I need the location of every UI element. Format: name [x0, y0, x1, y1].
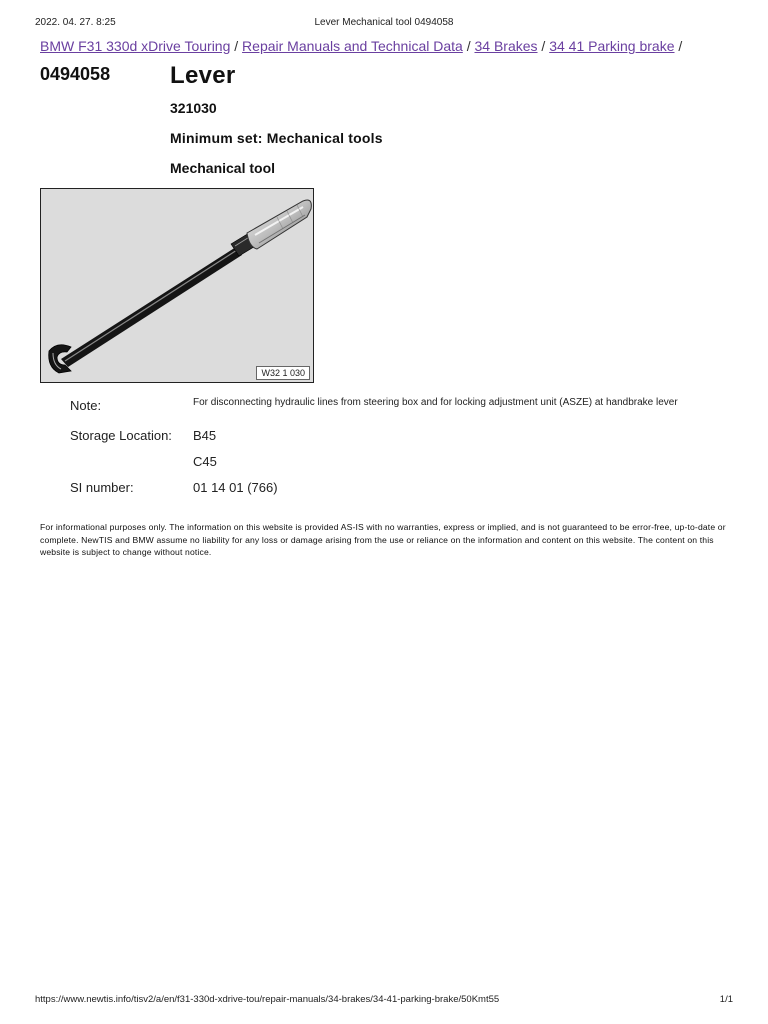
- tool-type: Mechanical tool: [170, 160, 276, 176]
- storage-location-label: Storage Location:: [70, 428, 172, 443]
- breadcrumb-link-brakes[interactable]: 34 Brakes: [474, 38, 538, 54]
- breadcrumb-separator: /: [234, 38, 239, 54]
- storage-location-value: C45: [193, 454, 217, 469]
- open-end-wrench-lever-icon: [41, 189, 313, 382]
- figure-caption: W32 1 030: [256, 366, 310, 380]
- part-number: 0494058: [40, 64, 111, 84]
- print-footer: [35, 994, 733, 1008]
- print-url: https://www.newtis.info/tisv2/a/en/f31-330d-xdrive-tou/repair-manuals/34-brakes/34-41-parking-brake/50Kmt55: [35, 994, 500, 1005]
- breadcrumb-separator: /: [678, 38, 683, 54]
- page-number: 1/1: [719, 994, 733, 1005]
- tool-image: [40, 188, 314, 383]
- page-title: Lever: [170, 62, 236, 89]
- note-label: Note:: [70, 398, 102, 413]
- breadcrumb: [40, 38, 748, 54]
- minimum-set: Minimum set: Mechanical tools: [170, 130, 383, 146]
- breadcrumb-link-vehicle[interactable]: BMW F31 330d xDrive Touring: [40, 38, 231, 54]
- storage-location-value: B45: [193, 428, 217, 443]
- breadcrumb-link-repair-manuals[interactable]: Repair Manuals and Technical Data: [242, 38, 463, 54]
- print-date: 2022. 04. 27. 8:25: [35, 17, 116, 28]
- disclaimer: For informational purposes only. The information on this website is provided AS-IS with no warranties, express or implied, and is not guaranteed to be error-free, up-to-date or complete. NewTIS and BMW assume no liability for any loss or damage arising from the use or reliance on the information and content on this website. The content on this website is subject to change without notice.: [40, 522, 726, 557]
- breadcrumb-link-parking-brake[interactable]: 34 41 Parking brake: [549, 38, 675, 54]
- note-value: For disconnecting hydraulic lines from steering box and for locking adjustment unit (ASZE) at handbrake lever: [193, 397, 678, 408]
- tool-code: 321030: [170, 100, 217, 116]
- si-number-label: SI number:: [70, 480, 134, 495]
- breadcrumb-separator: /: [466, 38, 471, 54]
- breadcrumb-separator: /: [541, 38, 546, 54]
- print-document-title: Lever Mechanical tool 0494058: [314, 17, 454, 28]
- si-number-value: 01 14 01 (766): [193, 480, 278, 495]
- print-header: [35, 17, 733, 31]
